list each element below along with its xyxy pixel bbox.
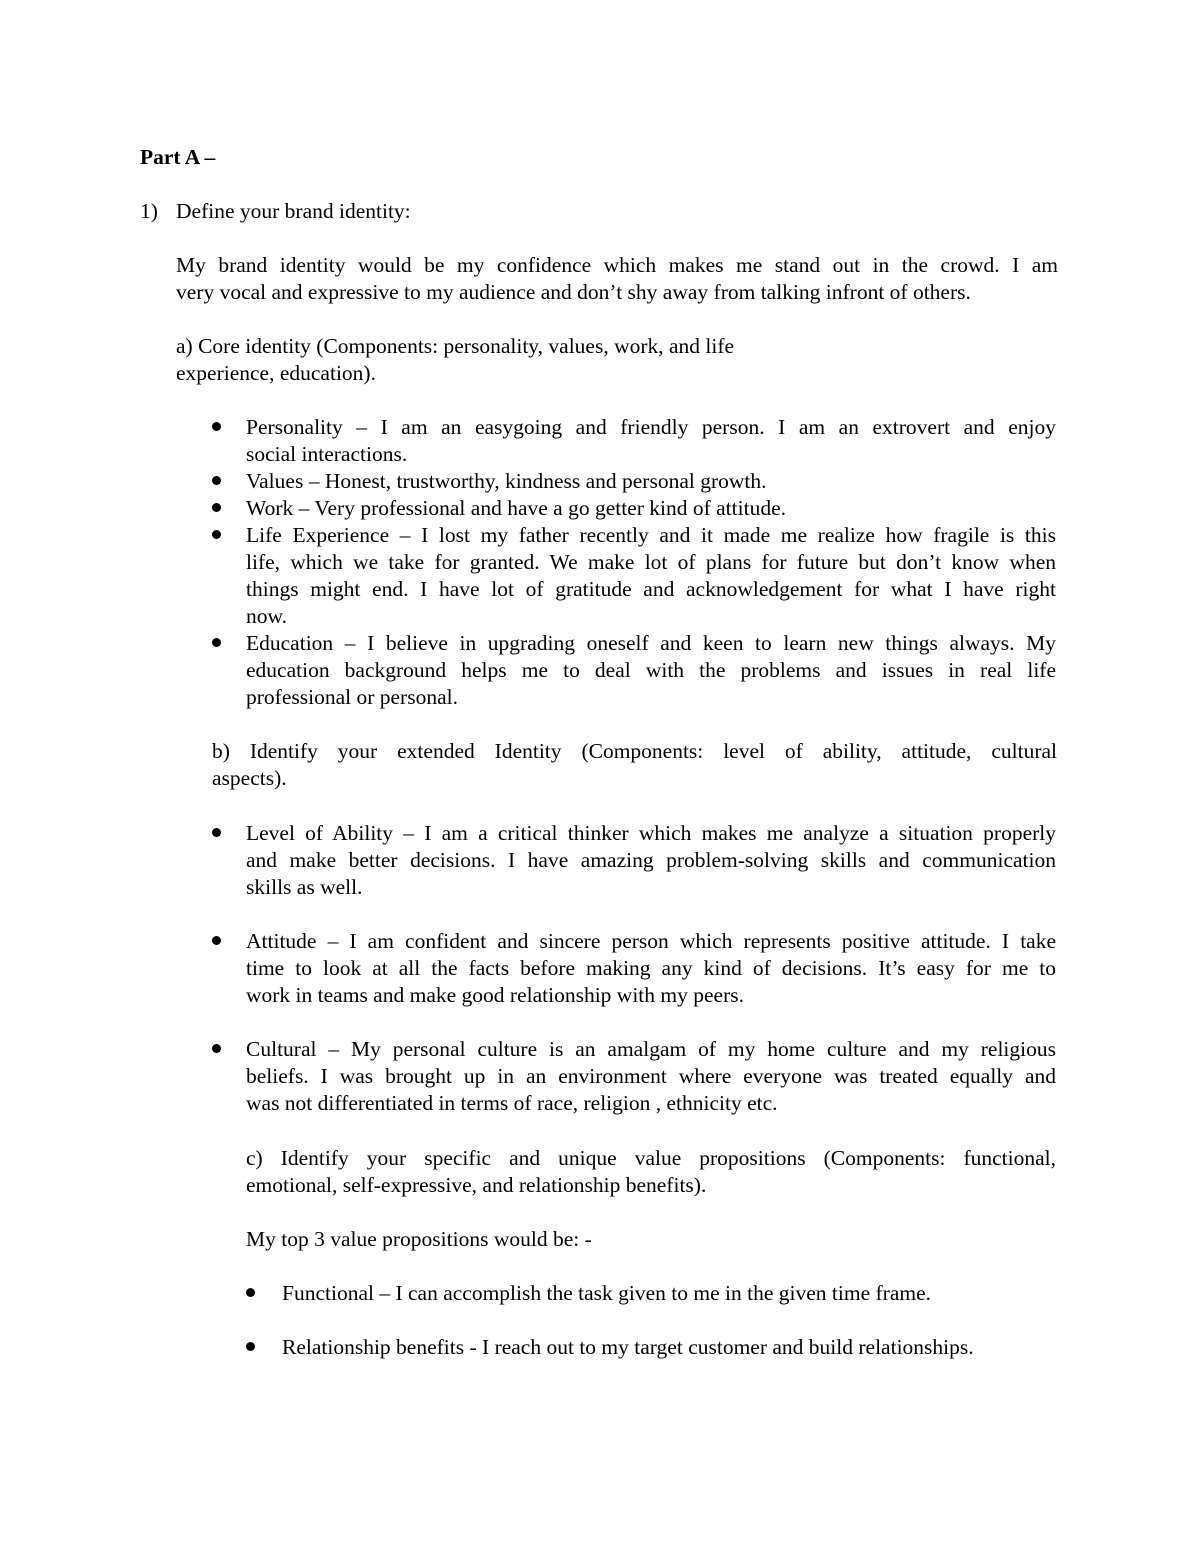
- list-item-line: beliefs. I was brought up in an environment where everyone was treated equally and: [246, 1064, 1056, 1088]
- part-heading: Part A –: [140, 145, 216, 169]
- list-item-line: Cultural – My personal culture is an amalgam of my home culture and my religious: [246, 1037, 1056, 1061]
- bullet-icon: [212, 1044, 221, 1053]
- list-item-line: Life Experience – I lost my father recently and it made me realize how fragile is this: [246, 523, 1056, 547]
- intro-line: very vocal and expressive to my audience and don’t shy away from talking infront of others.: [176, 280, 971, 304]
- question-title: Define your brand identity:: [176, 199, 411, 223]
- list-item-line: Functional – I can accomplish the task given to me in the given time frame.: [282, 1281, 931, 1305]
- list-item-line: social interactions.: [246, 442, 408, 466]
- bullet-icon: [212, 422, 221, 431]
- intro-line: My brand identity would be my confidence which makes me stand out in the crowd. I am: [176, 253, 1058, 277]
- list-item-line: Attitude – I am confident and sincere person which represents positive attitude. I take: [246, 929, 1056, 953]
- list-item-line: Values – Honest, trustworthy, kindness and personal growth.: [246, 469, 767, 493]
- bullet-icon: [212, 476, 221, 485]
- list-item-line: life, which we take for granted. We make lot of plans for future but don’t know when: [246, 550, 1056, 574]
- bullet-icon: [246, 1342, 255, 1351]
- list-item-line: Relationship benefits - I reach out to my target customer and build relationships.: [282, 1335, 974, 1359]
- list-item-line: now.: [246, 604, 288, 628]
- list-item-line: education background helps me to deal with the problems and issues in real life: [246, 658, 1056, 682]
- list-item-line: Level of Ability – I am a critical thinker which makes me analyze a situation properly: [246, 821, 1056, 845]
- list-item-line: was not differentiated in terms of race, religion , ethnicity etc.: [246, 1091, 778, 1115]
- list-item-line: Work – Very professional and have a go getter kind of attitude.: [246, 496, 786, 520]
- bullet-icon: [212, 828, 221, 837]
- list-item-line: work in teams and make good relationship with my peers.: [246, 983, 744, 1007]
- list-item-line: time to look at all the facts before making any kind of decisions. It’s easy for me to: [246, 956, 1056, 980]
- list-item-line: and make better decisions. I have amazing problem-solving skills and communication: [246, 848, 1056, 872]
- bullet-icon: [212, 503, 221, 512]
- list-item-line: things might end. I have lot of gratitude and acknowledgement for what I have right: [246, 577, 1056, 601]
- list-item-line: skills as well.: [246, 875, 363, 899]
- list-item-line: Personality – I am an easygoing and friendly person. I am an extrovert and enjoy: [246, 415, 1056, 439]
- extended-identity-heading: aspects).: [212, 766, 287, 790]
- bullet-icon: [212, 530, 221, 539]
- value-propositions-intro: My top 3 value propositions would be: -: [246, 1227, 592, 1251]
- extended-identity-heading: b) Identify your extended Identity (Components: level of ability, attitude, cultural: [212, 739, 1057, 763]
- bullet-icon: [246, 1288, 255, 1297]
- core-identity-heading: a) Core identity (Components: personality, values, work, and life: [176, 334, 735, 358]
- bullet-icon: [212, 638, 221, 647]
- value-propositions-heading: c) Identify your specific and unique value propositions (Components: functional,: [246, 1146, 1056, 1170]
- list-item-line: professional or personal.: [246, 685, 458, 709]
- list-item-line: Education – I believe in upgrading oneself and keen to learn new things always. My: [246, 631, 1056, 655]
- core-identity-heading: experience, education).: [176, 361, 376, 385]
- bullet-icon: [212, 936, 221, 945]
- value-propositions-heading: emotional, self-expressive, and relationship benefits).: [246, 1173, 707, 1197]
- question-number: 1): [140, 199, 158, 223]
